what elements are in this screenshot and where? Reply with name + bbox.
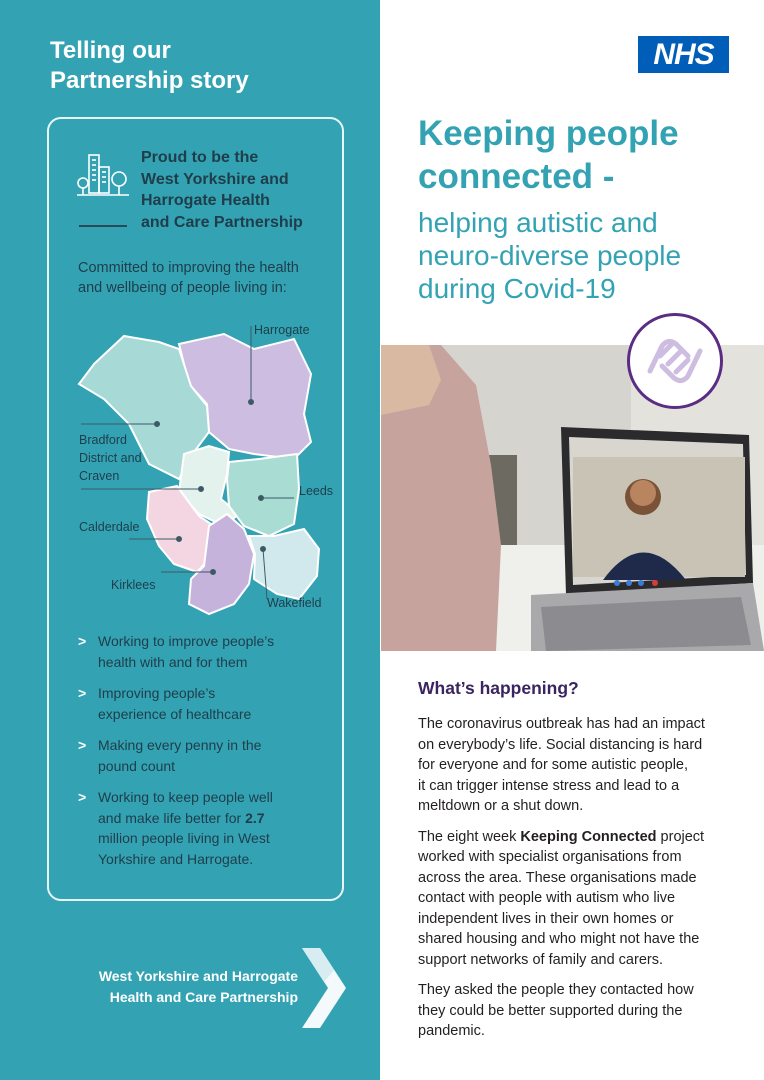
section-heading: What’s happening?	[418, 678, 579, 698]
partnership-name: West Yorkshire and Harrogate Health and Care Partnership	[98, 968, 298, 1005]
region-map	[49, 314, 346, 634]
divider	[79, 225, 127, 227]
chevron-right-icon: >	[78, 737, 87, 753]
list-item: > Improving people’s experience of healthcare	[78, 685, 252, 722]
map-label-leeds: Leeds	[299, 484, 334, 498]
page-title: Telling our Partnership story	[50, 37, 249, 94]
paragraph: They asked the people they contacted how they could be better supported during the pandemic.	[418, 982, 694, 1039]
handshake-icon	[630, 316, 720, 406]
map-label-kirklees: Kirklees	[111, 578, 156, 592]
partnership-chevron-logo	[300, 948, 348, 1028]
left-panel	[0, 0, 380, 1080]
map-label-harrogate: Harrogate	[254, 323, 310, 337]
headline: Keeping people connected -	[418, 114, 679, 196]
commitment-text: Committed to improving the health and wellbeing of people living in:	[78, 260, 299, 296]
map-label-wakefield: Wakefield	[267, 596, 322, 610]
list-item: > Working to keep people well and make life better for 2.7 million people living in West Yorkshire and Harrogate.	[78, 789, 273, 867]
partnership-info-box	[47, 117, 344, 901]
paragraph: The coronavirus outbreak has had an impact on everybody’s life. Social distancing is hard for everyone and for some autistic people, it can trigger intense stress and lead to a meltdown or a shut down.	[418, 716, 705, 814]
chevron-right-icon: >	[78, 685, 87, 701]
city-buildings-icon	[77, 149, 133, 205]
subheadline: helping autistic and neuro-diverse people during Covid-19	[418, 207, 682, 304]
nhs-logo: NHS	[638, 36, 729, 73]
proud-statement: Proud to be the West Yorkshire and Harrogate Health and Care Partnership	[141, 149, 303, 231]
list-item: > Making every penny in the pound count	[78, 737, 262, 774]
chevron-right-icon: >	[78, 789, 87, 805]
list-item: > Working to improve people’s health with and for them	[78, 633, 275, 670]
map-region-wakefield	[249, 529, 319, 599]
paragraph: The eight week Keeping Connected project worked with specialist organisations from across the area. These organisations made contact with people with autism who live independent lives in their own homes or shared housing and who might not have the support networks of family and carers.	[418, 828, 705, 968]
aims-list	[78, 631, 328, 880]
map-label-calderdale: Calderdale	[79, 520, 140, 534]
body-copy	[418, 714, 738, 1052]
map-label-bradford: Bradford District and Craven	[79, 433, 142, 483]
handshake-badge	[627, 313, 723, 409]
chevron-right-icon: >	[78, 633, 87, 649]
